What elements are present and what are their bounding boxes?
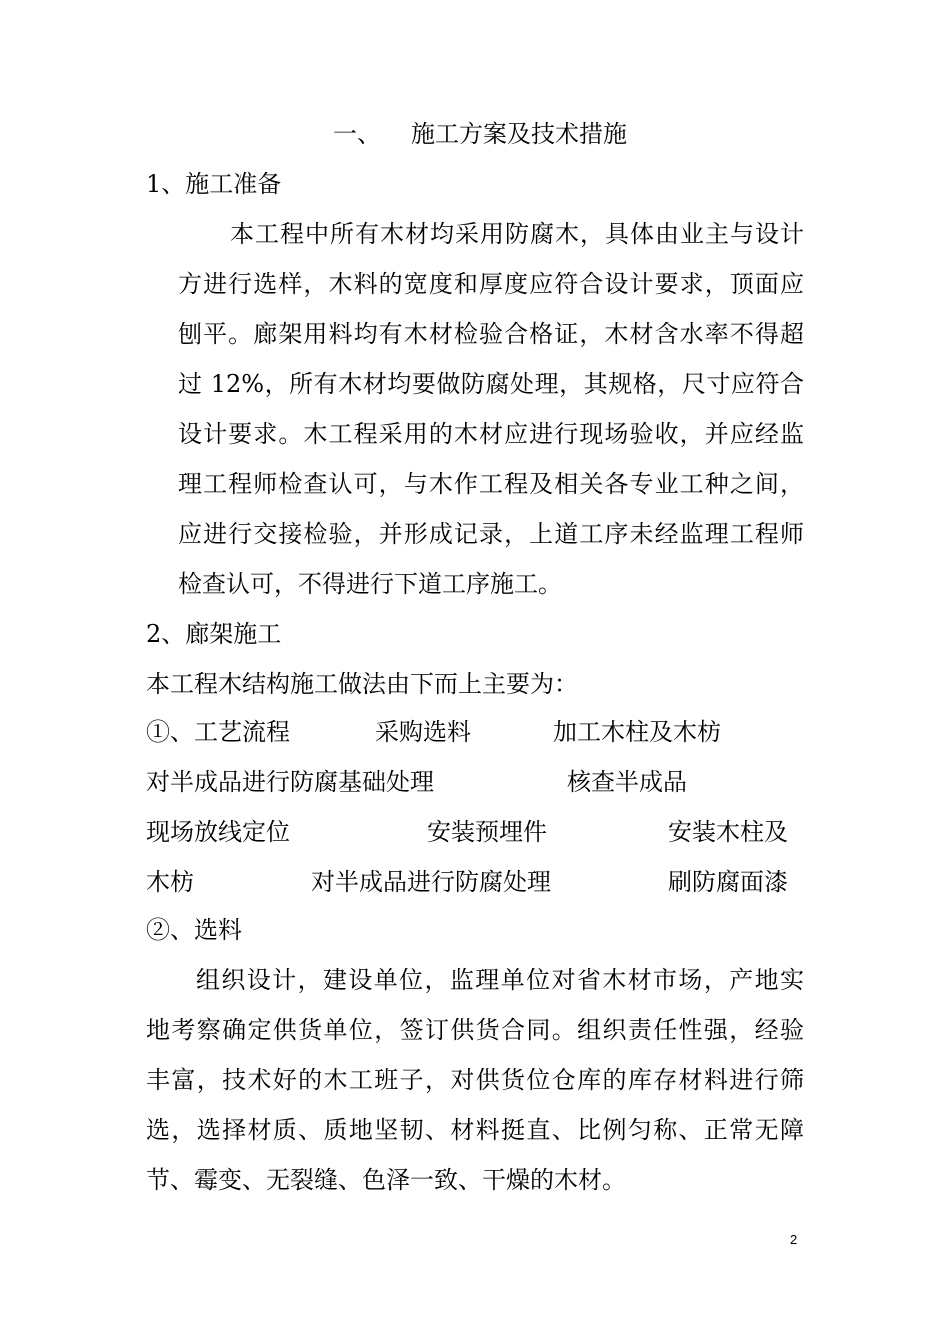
material-line: 丰富，技术好的木工班子，对供货位仓库的库存材料进行筛 — [146, 1066, 804, 1094]
material-line: 节、霉变、无裂缝、色泽一致、干燥的木材。 — [146, 1166, 626, 1194]
section1-line: 过 12%，所有木材均要做防腐处理，其规格，尺寸应符合 — [178, 370, 804, 398]
section1-line: 本工程中所有木材均采用防腐木，具体由业主与设计 — [230, 220, 804, 248]
process-step: 加工木柱及木枋 — [553, 718, 721, 746]
section2-title: 2、廊架施工 — [146, 620, 282, 648]
process-step: 采购选料 — [375, 718, 471, 746]
process-step: 对半成品进行防腐处理 — [311, 868, 551, 896]
section1-line: 应进行交接检验，并形成记录，上道工序未经监理工程师 — [178, 520, 804, 548]
material-line: 选，选择材质、质地坚韧、材料挺直、比例匀称、正常无障 — [146, 1116, 804, 1144]
process-step: 现场放线定位 — [146, 818, 290, 846]
material-line: 组织设计，建设单位，监理单位对省木材市场，产地实 — [196, 966, 804, 994]
heading-number: 一、 — [333, 120, 381, 148]
process-step: 安装木柱及 — [668, 818, 788, 846]
process-step: 对半成品进行防腐基础处理 — [146, 768, 434, 796]
section2-intro: 本工程木结构施工做法由下而上主要为： — [146, 670, 578, 698]
process-step: 安装预埋件 — [427, 818, 547, 846]
heading-title: 施工方案及技术措施 — [411, 120, 627, 148]
page-number: 2 — [790, 1232, 798, 1247]
process-step: 木枋 — [146, 868, 194, 896]
process-step: 刷防腐面漆 — [668, 868, 788, 896]
section1-line: 设计要求。木工程采用的木材应进行现场验收，并应经监 — [178, 420, 804, 448]
process-step: 核查半成品 — [567, 768, 687, 796]
section1-line: 方进行选样，木料的宽度和厚度应符合设计要求，顶面应 — [178, 270, 804, 298]
section1-line: 刨平。廊架用料均有木材检验合格证，木材含水率不得超 — [178, 320, 804, 348]
material-label: ②、选料 — [146, 916, 242, 944]
process-label: ①、工艺流程 — [146, 718, 290, 746]
section1-line: 检查认可，不得进行下道工序施工。 — [178, 570, 562, 598]
section1-title: 1、施工准备 — [146, 170, 282, 198]
section1-line: 理工程师检查认可，与木作工程及相关各专业工种之间， — [178, 470, 804, 498]
material-line: 地考察确定供货单位，签订供货合同。组织责任性强，经验 — [146, 1016, 804, 1044]
